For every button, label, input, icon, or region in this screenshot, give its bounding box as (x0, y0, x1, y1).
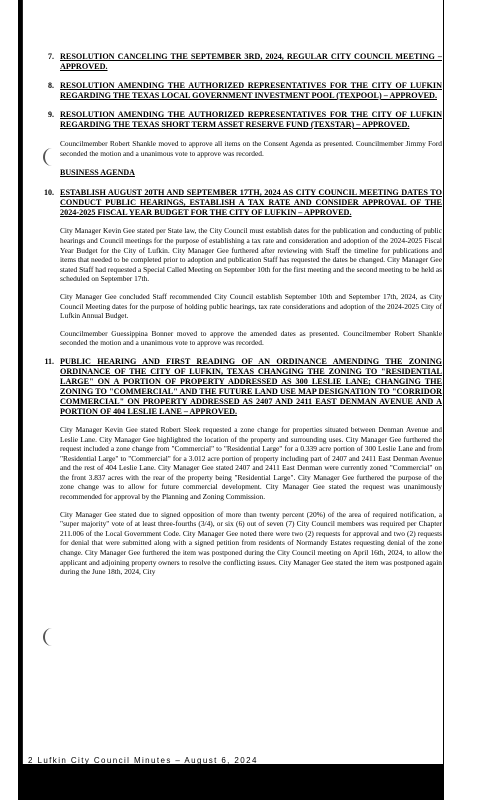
punch-hole-mark (43, 628, 55, 646)
agenda-item-11 (30, 357, 442, 577)
business-agenda-title: BUSINESS AGENDA (60, 168, 135, 178)
item-number: 7. (48, 52, 54, 61)
consent-motion: Councilmember Robert Shankle moved to approve all items on the Consent Agenda as presented. Councilmember Jimmy Ford seconded the motion and a unanimous vote to approve was recorded. (60, 139, 442, 158)
item-number: 11. (44, 356, 54, 366)
item-heading: RESOLUTION AMENDING THE AUTHORIZED REPRESENTATIVES FOR THE CITY OF LUFKIN REGARDING THE TEXAS SHORT TERM ASSET RESERVE FUND (TEXSTAR) – APPROVED. (60, 110, 442, 129)
item-heading: ESTABLISH AUGUST 20TH AND SEPTEMBER 17TH, 2024 AS CITY COUNCIL MEETING DATES TO CONDUCT PUBLIC HEARINGS, ESTABLISH A TAX RATE AND CONSIDER APPROVAL OF THE 2024-2025 FISCAL YEAR BUDGET FOR THE CITY OF LUFKIN – APPROVED. (60, 188, 442, 218)
agenda-item-8 (30, 81, 442, 101)
paragraph: City Manager Gee stated due to signed opposition of more than twenty percent (20%) of the area of required notification, a "super majority" vote of at least three-fourths (3/4), or six (6) out of seven (7) City Council members was required per Chapter 211.006 of the Local Government Code. City Manager Gee noted there were two (2) requests for approval and two (2) requests for denial that were submitted along with a signed petition from residents of Normandy Estates requesting denial of the zone change. City Manager Gee furthered the item was postponed during the City Council meeting on April 16th, 2024, to allow the applicant and adjoining property owners to resolve the conflicting issues. City Manager Gee stated the item was postponed again during the June 18th, 2024, City (60, 509, 442, 577)
agenda-item-7 (30, 52, 442, 72)
agenda-item-10 (30, 188, 442, 348)
paragraph: City Manager Gee concluded Staff recommended City Council establish September 10th and September 17th, 2024, as City Council Meeting dates for the purpose of holding public hearings, tax rate considerations and adoption of the 2024-2025 City of Lufkin Annual Budget. (60, 291, 442, 321)
agenda-item-9 (30, 110, 442, 130)
paragraph: City Manager Kevin Gee stated per State law, the City Council must establish dates for the publication and conducting of public hearings and Council meetings for the purpose of establishing a tax rate and consideration and adoption of the 2024-2025 Fiscal Year Budget for the City of Lufkin. City Manager Gee furthered after reviewing with Staff the timeline for publications and items that needed to be completed prior to adoption and publication Staff has requested the dates be changed. City Manager Gee stated Staff had requested a Special Called Meeting on September 10th for the first meeting and the second meeting to be held as scheduled on September 17th. (60, 226, 442, 284)
page-footer: 2 Lufkin City Council Minutes – August 6, 2024 (28, 756, 258, 765)
paragraph: City Manager Kevin Gee stated Robert Sleek requested a zone change for properties situated between Denman Avenue and Leslie Lane. City Manager Gee highlighted the location of the property and surrounding uses. City Manager Gee furthered the request included a zone change from "Commercial" to "Residential Large" for a 0.339 acre portion of 300 Leslie Lane and from "Residential Large" to "Commercial" for a 3.012 acre portion of property including part of 2407 and 2411 East Denman Avenue and the rest of 404 Leslie Lane. City Manager Gee stated 2407 and 2411 East Denman were currently zoned "Commercial" on the front 3.837 acres with the rear of the property being "Residential Large". City Manager Gee furthered the purpose of the zone change was to allow for future commercial development. City Manager Gee stated the request was unanimously recommended for approval by the Planning and Zoning Commission. (60, 424, 442, 502)
item-number: 10. (44, 188, 54, 198)
paragraph: Councilmember Guessippina Bonner moved to approve the amended dates as presented. Councilmember Robert Shankle seconded the motion and a unanimous vote to approve was recorded. (60, 328, 442, 348)
item-number: 8. (48, 81, 54, 90)
item-heading: RESOLUTION CANCELING THE SEPTEMBER 3RD, 2024, REGULAR CITY COUNCIL MEETING – APPROVED. (60, 52, 442, 71)
item-heading: PUBLIC HEARING AND FIRST READING OF AN ORDINANCE AMENDING THE ZONING ORDINANCE OF THE CITY OF LUFKIN, TEXAS CHANGING THE ZONING TO "RESIDENTIAL LARGE" ON A PORTION OF PROPERTY ADDRESSED AS 300 LESLIE LANE; CHANGING THE ZONING TO "COMMERCIAL" AND THE FUTURE LAND USE MAP DESIGNATION TO "CORRIDOR COMMERCIAL" ON PROPERTY ADDRESSED AS 2407 AND 2411 EAST DENMAN AVENUE AND A PORTION OF 404 LESLIE LANE – APPROVED. (60, 356, 442, 416)
item-heading: RESOLUTION AMENDING THE AUTHORIZED REPRESENTATIVES FOR THE CITY OF LUFKIN REGARDING THE TEXAS LOCAL GOVERNMENT INVESTMENT POOL (TEXPOOL) – APPROVED. (60, 81, 442, 100)
item-number: 9. (48, 110, 54, 119)
minutes-content (30, 52, 442, 586)
